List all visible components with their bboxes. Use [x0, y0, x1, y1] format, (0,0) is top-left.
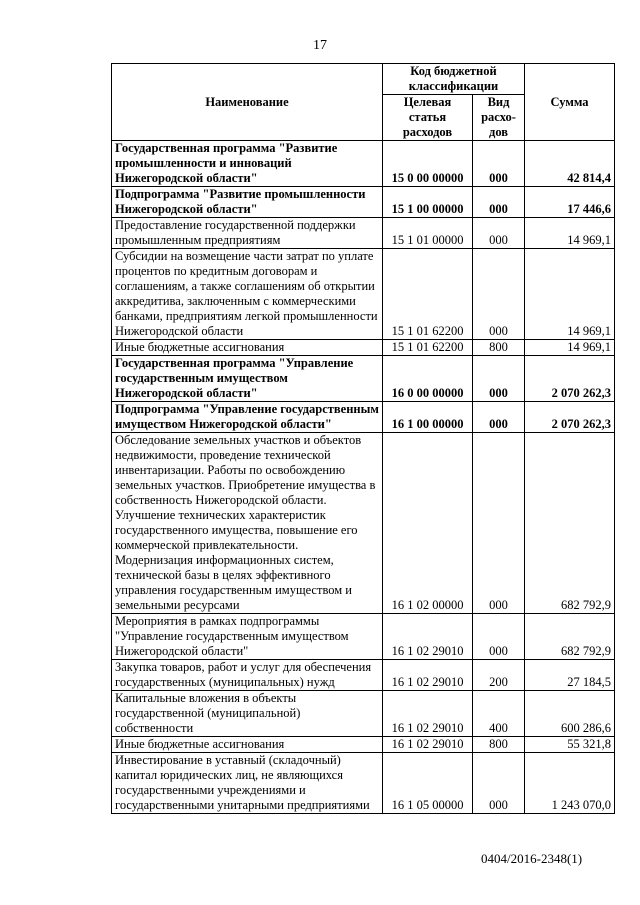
- row-name: Государственная программа "Развитие промышленности и инноваций Нижегородской области": [112, 141, 383, 187]
- row-expense-kind: 000: [473, 249, 525, 340]
- page-number: 17: [313, 38, 327, 53]
- row-expense-kind: 000: [473, 187, 525, 218]
- row-name: Инвестирование в уставный (складочный) капитал юридических лиц, не являющихся государственными учреждениями и государственными унитарными предприятиями: [112, 753, 383, 814]
- row-target-code: 15 1 01 00000: [383, 218, 473, 249]
- row-expense-kind: 400: [473, 691, 525, 737]
- row-expense-kind: 800: [473, 737, 525, 753]
- row-expense-kind: 000: [473, 356, 525, 402]
- row-amount: 14 969,1: [525, 218, 615, 249]
- row-amount: 2 070 262,3: [525, 402, 615, 433]
- row-target-code: 15 0 00 00000: [383, 141, 473, 187]
- table-row: [112, 753, 615, 814]
- row-expense-kind: 000: [473, 218, 525, 249]
- table-row: [112, 691, 615, 737]
- header-code-group: Код бюджетной классификации: [383, 64, 525, 95]
- row-expense-kind: 000: [473, 753, 525, 814]
- row-amount: 42 814,4: [525, 141, 615, 187]
- row-target-code: 16 1 02 00000: [383, 433, 473, 614]
- document-number: 0404/2016-2348(1): [481, 851, 583, 866]
- row-amount: 27 184,5: [525, 660, 615, 691]
- table-row: [112, 356, 615, 402]
- row-name: Подпрограмма "Управление государственным имуществом Нижегородской области": [112, 402, 383, 433]
- header-sum: Сумма: [525, 64, 615, 141]
- budget-table: [111, 63, 615, 814]
- table-row: [112, 433, 615, 614]
- table-row: [112, 614, 615, 660]
- row-amount: 55 321,8: [525, 737, 615, 753]
- table-row: [112, 187, 615, 218]
- row-target-code: 15 1 01 62200: [383, 249, 473, 340]
- row-amount: 682 792,9: [525, 614, 615, 660]
- row-expense-kind: 000: [473, 141, 525, 187]
- table-row: [112, 737, 615, 753]
- row-amount: 14 969,1: [525, 249, 615, 340]
- row-name: Капитальные вложения в объекты государственной (муниципальной) собственности: [112, 691, 383, 737]
- row-expense-kind: 800: [473, 340, 525, 356]
- row-amount: 14 969,1: [525, 340, 615, 356]
- row-amount: 2 070 262,3: [525, 356, 615, 402]
- row-name: Государственная программа "Управление государственным имуществом Нижегородской области": [112, 356, 383, 402]
- row-name: Предоставление государственной поддержки промышленным предприятиям: [112, 218, 383, 249]
- table-row: [112, 402, 615, 433]
- row-target-code: 15 1 00 00000: [383, 187, 473, 218]
- table-body: [112, 141, 615, 814]
- header-kind: Вид расхо-дов: [473, 95, 525, 141]
- table-row: [112, 218, 615, 249]
- row-target-code: 16 1 02 29010: [383, 614, 473, 660]
- row-name: Закупка товаров, работ и услуг для обеспечения государственных (муниципальных) нужд: [112, 660, 383, 691]
- row-expense-kind: 000: [473, 433, 525, 614]
- table-row: [112, 141, 615, 187]
- row-target-code: 16 1 00 00000: [383, 402, 473, 433]
- header-name: Наименование: [112, 64, 383, 141]
- row-name: Иные бюджетные ассигнования: [112, 737, 383, 753]
- row-amount: 600 286,6: [525, 691, 615, 737]
- row-name: Субсидии на возмещение части затрат по уплате процентов по кредитным договорам и соглашениям, а также соглашениям об открытии аккредитива, заключенным с коммерческими банками, предприятиям легкой промышленности Нижегородской области: [112, 249, 383, 340]
- row-expense-kind: 000: [473, 614, 525, 660]
- table-header: [112, 64, 615, 141]
- table-row: [112, 660, 615, 691]
- row-amount: 682 792,9: [525, 433, 615, 614]
- table-row: [112, 249, 615, 340]
- row-expense-kind: 000: [473, 402, 525, 433]
- row-amount: 1 243 070,0: [525, 753, 615, 814]
- row-name: Мероприятия в рамках подпрограммы "Управление государственным имуществом Нижегородской области": [112, 614, 383, 660]
- row-target-code: 16 1 05 00000: [383, 753, 473, 814]
- row-target-code: 15 1 01 62200: [383, 340, 473, 356]
- row-target-code: 16 1 02 29010: [383, 660, 473, 691]
- row-expense-kind: 200: [473, 660, 525, 691]
- row-name: Иные бюджетные ассигнования: [112, 340, 383, 356]
- header-target: Целевая статья расходов: [383, 95, 473, 141]
- row-target-code: 16 0 00 00000: [383, 356, 473, 402]
- row-amount: 17 446,6: [525, 187, 615, 218]
- row-name: Подпрограмма "Развитие промышленности Нижегородской области": [112, 187, 383, 218]
- row-target-code: 16 1 02 29010: [383, 691, 473, 737]
- row-target-code: 16 1 02 29010: [383, 737, 473, 753]
- table-row: [112, 340, 615, 356]
- row-name: Обследование земельных участков и объектов недвижимости, проведение технической инвентаризации. Работы по освобождению земельных участков. Приобретение имущества в собственность Нижегородской области. Улучшение технических характеристик государственного имущества, повышение его коммерческой привлекательности. Модернизация информационных систем, технической базы в целях эффективного управления государственным имуществом и земельными ресурсами: [112, 433, 383, 614]
